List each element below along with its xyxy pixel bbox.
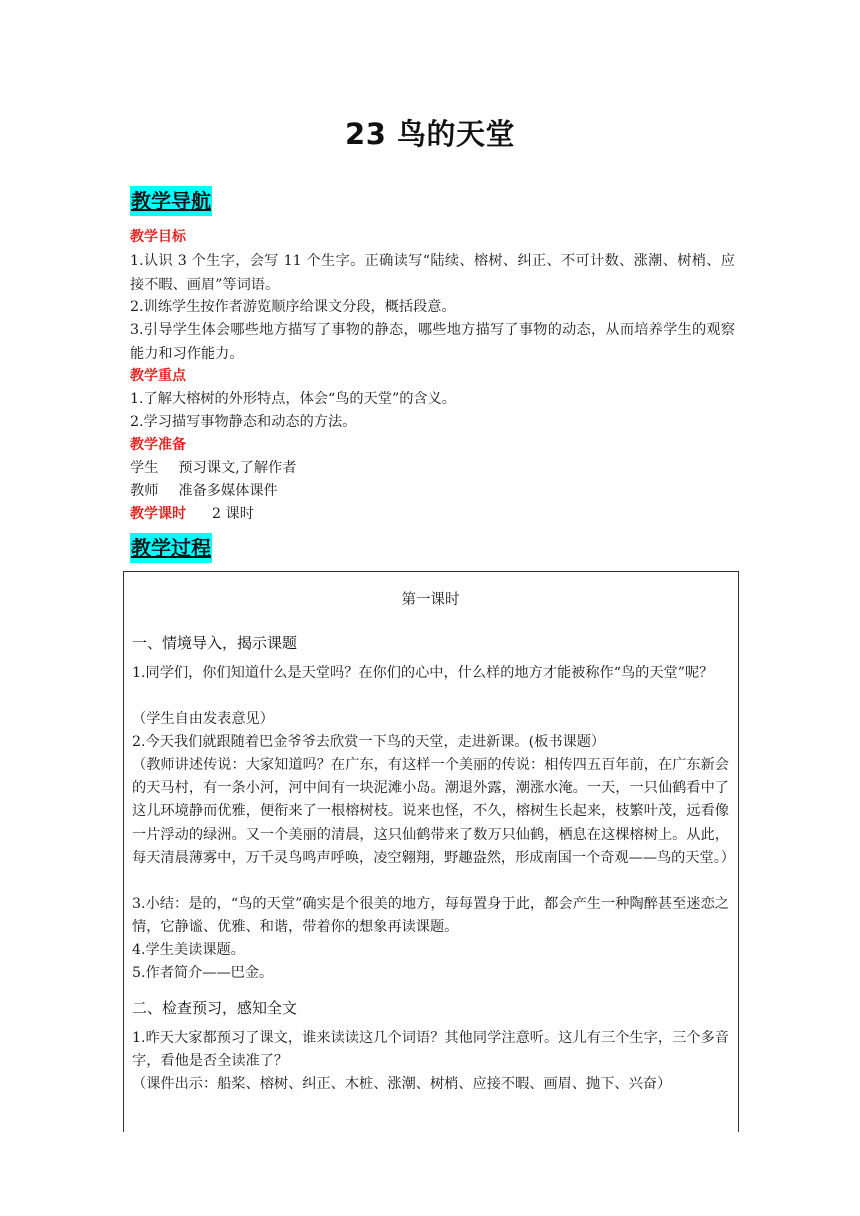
lesson-table-cell — [123, 571, 739, 1132]
prep-row-student — [130, 457, 735, 480]
keypoint-item-1: 1.了解大榕树的外形特点，体会“鸟的天堂”的含义。 — [130, 391, 456, 407]
prep-who: 学生 — [130, 460, 159, 476]
keypoint-item-2: 2.学习描写事物静态和动态的方法。 — [130, 414, 357, 430]
part1-para-7: 5.作者简介——巴金。 — [132, 965, 274, 981]
goal-item-3: 3.引导学生体会哪些地方描写了事物的静态，哪些地方描写了事物的动态，从而培养学生的观察能力和习作能力。 — [130, 322, 735, 362]
part1-heading: 一、情境导入，揭示课题 — [132, 634, 298, 652]
goal-item-1: 1.认识 3 个生字，会写 11 个生字。正确读写“陆续、榕树、纠正、不可计数、涨潮、树梢、应接不暇、画眉”等词语。 — [130, 253, 735, 293]
part1-para-6: 4.学生美读课题。 — [132, 942, 245, 958]
hours-value: 2 课时 — [212, 506, 254, 522]
prep-label: 教学准备 — [130, 437, 186, 453]
prep-label-line — [130, 434, 735, 457]
part1-para-3: 2.今天我们就跟随着巴金爷爷去欣赏一下鸟的天堂，走进新课。(板书课题） — [132, 734, 606, 750]
part2-heading: 二、检查预习，感知全文 — [132, 999, 298, 1017]
keypoints-label: 教学重点 — [130, 368, 186, 384]
nav-heading: 教学导航 — [130, 186, 212, 216]
lesson-title: 第一课时 — [401, 592, 460, 608]
hours-label: 教学课时 — [130, 506, 186, 522]
prep-who: 教师 — [130, 483, 159, 499]
part2-para-2: （课件出示：船桨、榕树、纠正、木桩、涨潮、树梢、应接不暇、画眉、抛下、兴奋） — [132, 1076, 672, 1092]
prep-what: 准备多媒体课件 — [178, 483, 278, 499]
part1-para-1: 1.同学们，你们知道什么是天堂吗？在你们的心中，什么样的地方才能被称作“鸟的天堂”呢？ — [132, 665, 714, 681]
goals-label-line — [130, 226, 735, 249]
part2-para-1: 1.昨天大家都预习了课文，谁来读读这几个词语？其他同学注意听。这儿有三个生字，三个多音字，看他是否全读准了？ — [132, 1030, 729, 1070]
hours-line — [130, 503, 735, 526]
page-title: 23 鸟的天堂 — [345, 117, 515, 151]
prep-row-teacher — [130, 480, 735, 503]
part1-para-2: （学生自由发表意见） — [132, 711, 274, 727]
goal-item-2: 2.训练学生按作者游览顺序给课文分段，概括段意。 — [130, 299, 456, 315]
prep-what: 预习课文,了解作者 — [178, 460, 297, 476]
part1-para-5: 3.小结：是的，“鸟的天堂”确实是个很美的地方，每每置身于此，都会产生一种陶醉甚至迷恋之情，它静谧、优雅、和谐，带着你的想象再读课题。 — [132, 896, 729, 936]
goals-label: 教学目标 — [130, 229, 186, 245]
keypoints-label-line — [130, 365, 735, 388]
process-heading: 教学过程 — [130, 533, 212, 563]
part1-para-4: （教师讲述传说：大家知道吗？在广东，有这样一个美丽的传说：相传四五百年前，在广东新会的天马村，有一条小河，河中间有一块泥滩小岛。潮退外露，潮涨水淹。一天，一只仙鹤看中了这儿环境静而优雅，便衔来了一根榕树枝。说来也怪，不久，榕树生长起来，枝繁叶茂，远看像一片浮动的绿洲。又一个美丽的清晨，这只仙鹤带来了数万只仙鹤，栖息在这棵榕树上。从此，每天清晨薄雾中，万千灵鸟鸣声呼唤，凌空翱翔，野趣盎然，形成南国一个奇观——鸟的天堂。） — [132, 757, 735, 866]
